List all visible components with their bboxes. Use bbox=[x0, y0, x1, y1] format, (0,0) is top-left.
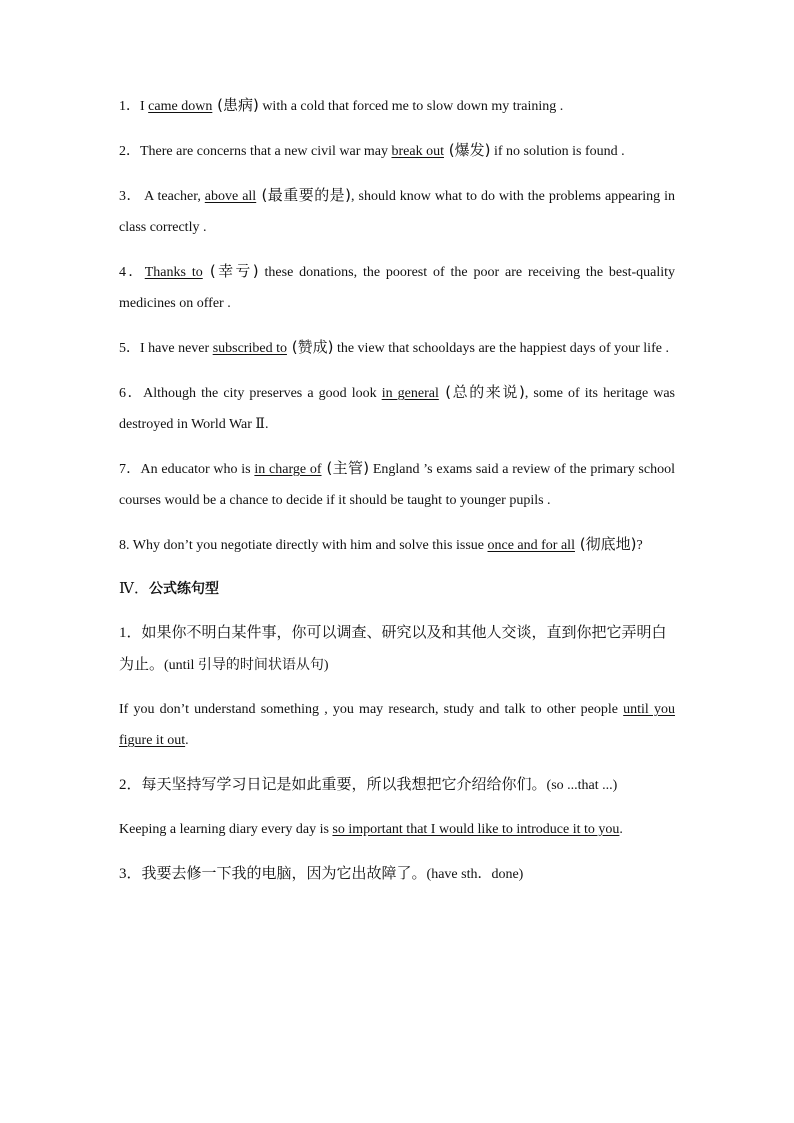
item-text: There are concerns that a new civil war may bbox=[140, 144, 392, 159]
exercise-1-answer bbox=[119, 694, 675, 756]
answer-blank: until you figure it out bbox=[119, 702, 675, 748]
item-4 bbox=[119, 256, 675, 319]
item-text: the view that schooldays are the happiest days of your life . bbox=[333, 341, 669, 356]
item-number: 2． bbox=[119, 144, 140, 159]
answer-text: If you don’t understand something , you may research, study and talk to other people bbox=[119, 702, 624, 717]
item-hint: (主管) bbox=[321, 459, 370, 477]
exercise-2-prompt bbox=[119, 769, 675, 801]
exercise-prompt-text: 我要去修一下我的电脑，因为它出故障了。 bbox=[141, 864, 427, 882]
exercise-2-answer bbox=[119, 814, 675, 845]
item-6 bbox=[119, 377, 675, 440]
item-number: 3． bbox=[119, 189, 141, 204]
item-answer: above all bbox=[204, 189, 257, 204]
item-text: Why don’t you negotiate directly with him and solve this issue bbox=[132, 538, 488, 553]
answer-text: . bbox=[619, 822, 623, 837]
answer-text: Keeping a learning diary every day is bbox=[119, 822, 333, 837]
answer-text: . bbox=[185, 733, 189, 748]
section-title: 公式练句型 bbox=[149, 581, 219, 597]
item-answer: break out bbox=[391, 144, 444, 159]
item-text: these donations, the poorest of the poor are receiving the best-quality medicines on offer . bbox=[119, 265, 676, 311]
item-text: with a cold that forced me to slow down my training . bbox=[258, 99, 564, 114]
item-text: , should know what to do with the problems appearing in class correctly . bbox=[119, 189, 676, 235]
item-number: 1． bbox=[119, 99, 140, 114]
exercise-prompt-text: 每天坚持写学习日记是如此重要，所以我想把它介绍给你们。 bbox=[141, 775, 547, 793]
item-answer: subscribed to bbox=[212, 341, 287, 356]
item-hint: (赞成) bbox=[286, 338, 334, 356]
document-page bbox=[119, 90, 675, 903]
item-number: 8. bbox=[119, 538, 133, 553]
item-hint: (爆发) bbox=[443, 141, 491, 159]
item-3 bbox=[119, 180, 675, 243]
item-7 bbox=[119, 453, 675, 516]
exercise-number: 1． bbox=[119, 625, 142, 641]
section-number: Ⅳ． bbox=[119, 581, 149, 597]
exercise-hint: (so ...that ...) bbox=[546, 778, 618, 793]
exercise-3-prompt bbox=[119, 858, 675, 890]
section-heading bbox=[119, 574, 675, 605]
item-1 bbox=[119, 90, 675, 122]
item-8 bbox=[119, 529, 675, 561]
item-text: if no solution is found . bbox=[490, 144, 625, 159]
item-number: 7． bbox=[119, 462, 141, 477]
exercise-prompt-text: 如果你不明白某件事，你可以调查、研究以及和其他人交谈，直到你把它弄明白为止。 bbox=[119, 623, 667, 673]
item-hint: (患病) bbox=[212, 96, 259, 114]
item-text: I have never bbox=[140, 341, 213, 356]
item-hint: (最重要的是) bbox=[256, 186, 352, 204]
item-answer: came down bbox=[148, 99, 213, 114]
exercise-hint: (have sth．done) bbox=[426, 867, 524, 882]
item-text: A teacher, bbox=[140, 189, 205, 204]
item-2 bbox=[119, 135, 675, 167]
item-text: An educator who is bbox=[140, 462, 255, 477]
item-5 bbox=[119, 332, 675, 364]
exercise-number: 3． bbox=[119, 866, 142, 882]
item-number: 5． bbox=[119, 341, 140, 356]
exercise-number: 2． bbox=[119, 777, 142, 793]
exercise-hint: (until 引导的时间状语从句) bbox=[164, 658, 329, 673]
item-text: , some of its heritage was destroyed in World War Ⅱ. bbox=[119, 386, 676, 432]
item-answer: in charge of bbox=[254, 462, 322, 477]
item-hint: (总的来说) bbox=[438, 383, 525, 401]
item-number: 6． bbox=[119, 386, 144, 401]
item-number: 4． bbox=[119, 265, 145, 280]
item-text: I bbox=[140, 99, 149, 114]
item-text: ? bbox=[636, 538, 643, 553]
item-answer: Thanks to bbox=[144, 265, 203, 280]
answer-blank: so important that I would like to introduce it to you bbox=[332, 822, 620, 837]
item-answer: once and for all bbox=[487, 538, 575, 553]
item-answer: in general bbox=[381, 386, 439, 401]
item-text: England ’s exams said a review of the primary school courses would be a chance to decide if it should be taught to younger pupils . bbox=[119, 462, 675, 508]
exercise-1-prompt bbox=[119, 617, 675, 681]
item-text: Although the city preserves a good look bbox=[143, 386, 382, 401]
item-hint: (彻底地) bbox=[574, 535, 637, 553]
item-hint: (幸亏) bbox=[202, 262, 259, 280]
